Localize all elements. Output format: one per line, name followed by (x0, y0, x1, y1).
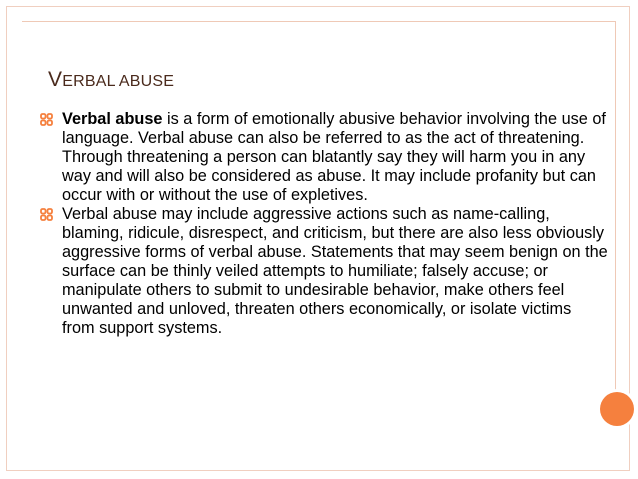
bullet-bold-term: Verbal abuse (62, 110, 163, 128)
bullet-paragraph (62, 110, 608, 205)
bullet-list (40, 110, 608, 338)
slide-title-initial: V (48, 68, 63, 91)
bullet-body-text: is a form of emotionally abusive behavior involving the use of language. Verbal abuse can also be referred to as the act of threatening. Through threatening a person can blatantly say they will harm you in any way and will also be considered as abuse. It may include profanity but can occur with or without the use of expletives. (62, 110, 606, 204)
bullet-item (40, 205, 608, 338)
bullet-paragraph (62, 205, 608, 338)
top-border-line (22, 21, 616, 22)
right-border-line (615, 21, 616, 407)
bullet-body-text: Verbal abuse may include aggressive actions such as name-calling, blaming, ridicule, disrespect, and criticism, but there are also less obviously aggressive forms of verbal abuse. Statements that may seem benign on the surface can be thinly veiled attempts to humiliate; falsely accuse; or manipulate others to submit to undesirable behavior, make others feel unwanted and unloved, threaten others economically, or isolate victims from support systems. (62, 205, 608, 337)
bullet-item (40, 110, 608, 205)
four-petal-bullet-icon (40, 205, 56, 224)
four-petal-bullet-icon (40, 110, 56, 129)
slide-title (48, 67, 174, 95)
slide-title-rest: ERBAL ABUSE (62, 73, 175, 90)
orange-circle-icon (600, 392, 634, 426)
